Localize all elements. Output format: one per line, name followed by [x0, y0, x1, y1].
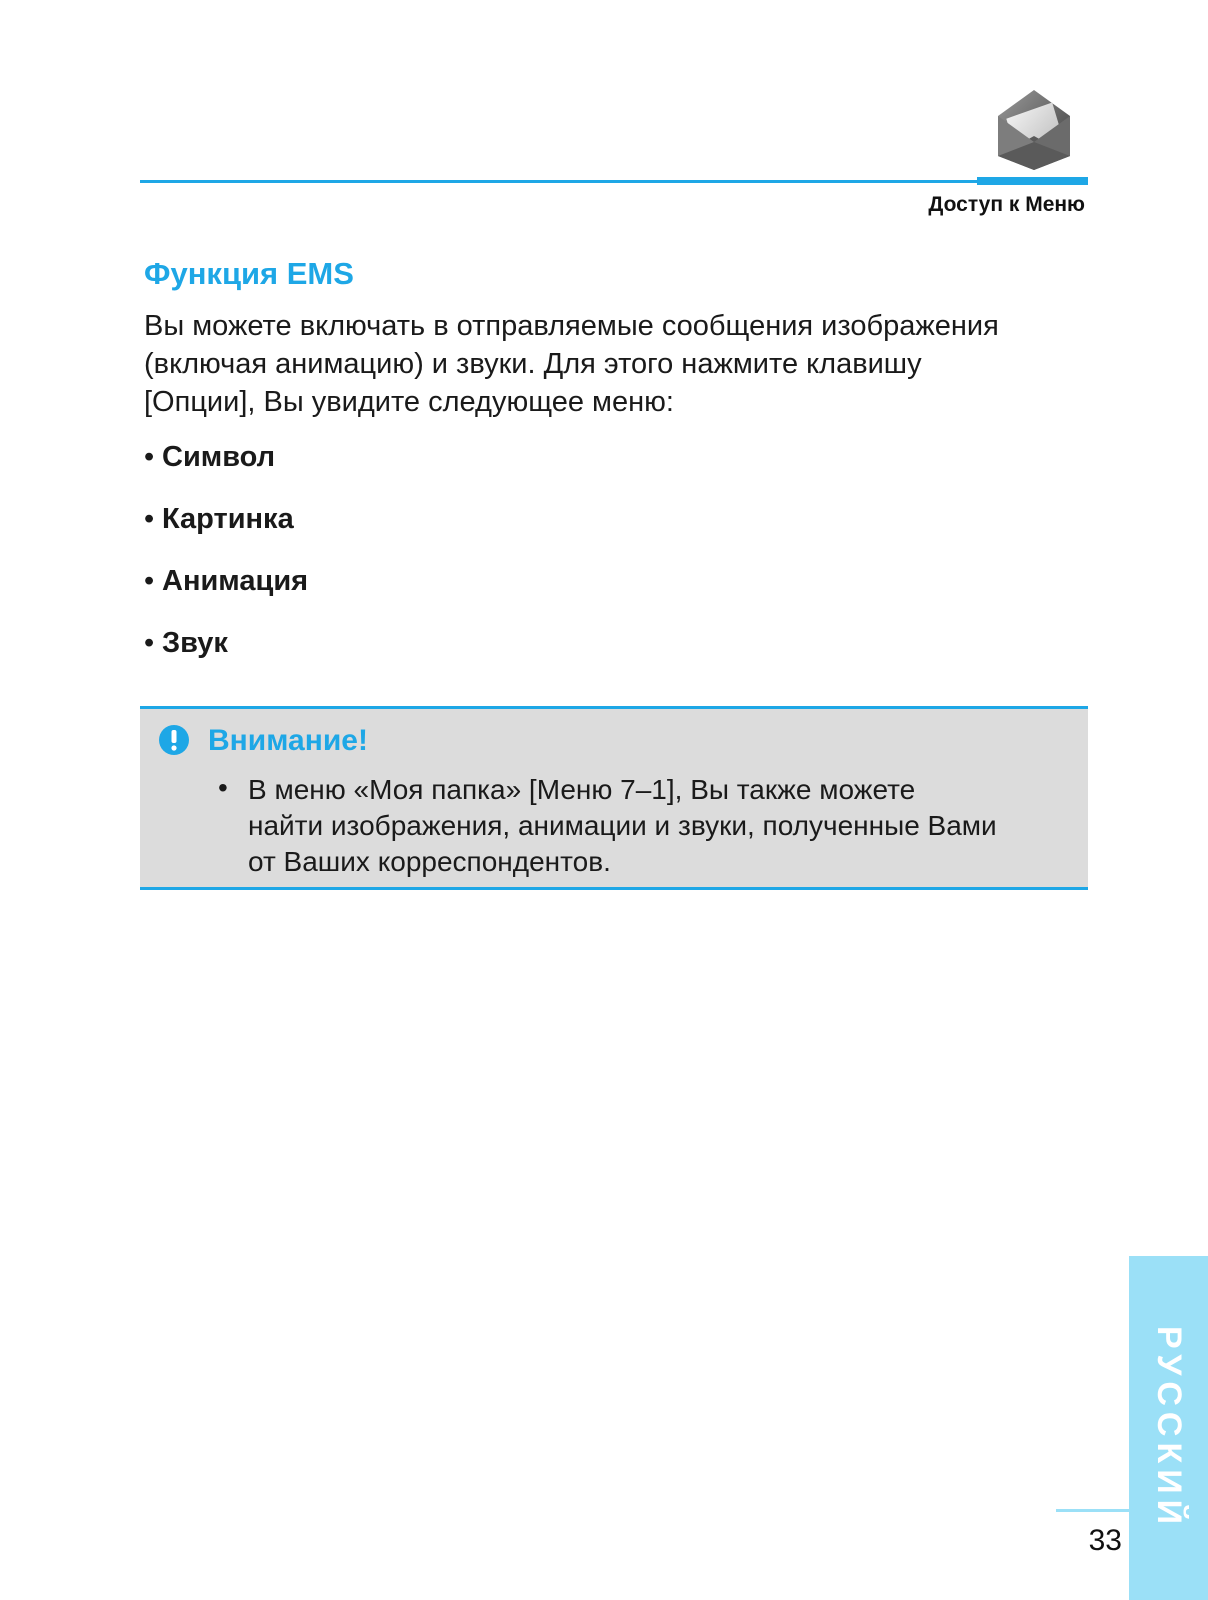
- list-item: [144, 564, 308, 626]
- list-item: [144, 502, 308, 564]
- language-tab-label: РУССКИЙ: [1150, 1325, 1188, 1531]
- note-line: В меню «Моя папка» [Меню 7–1], Вы также можете: [248, 774, 916, 805]
- intro-paragraph: [144, 307, 1094, 421]
- menu-item-label: Анимация: [162, 565, 309, 597]
- menu-item-label: Звук: [162, 627, 228, 659]
- page-number-rule: [1056, 1509, 1129, 1512]
- menu-item-label: Символ: [162, 441, 276, 473]
- note-text: [248, 772, 1078, 880]
- intro-line: (включая анимацию) и звуки. Для этого нажмите клавишу: [144, 348, 922, 380]
- bullet: •: [144, 503, 155, 535]
- envelope-icon: [994, 86, 1074, 174]
- header-rule: [140, 180, 1088, 183]
- warning-icon: [158, 724, 190, 756]
- section-title: Функция EMS: [144, 256, 354, 291]
- list-item: [144, 440, 308, 502]
- list-item: [144, 626, 308, 688]
- bullet: •: [218, 772, 228, 803]
- menu-item-label: Картинка: [162, 503, 294, 535]
- note-line: от Ваших корреспондентов.: [248, 846, 611, 877]
- bullet: •: [144, 565, 155, 597]
- header-rule-accent: [977, 177, 1088, 185]
- intro-line: [Опции], Вы увидите следующее меню:: [144, 386, 674, 418]
- menu-options-list: [144, 440, 308, 688]
- language-tab-label-wrap: [1129, 1256, 1208, 1600]
- bullet: •: [144, 627, 155, 659]
- bullet: •: [144, 441, 155, 473]
- intro-line: Вы можете включать в отправляемые сообщения изображения: [144, 310, 999, 342]
- page-number: 33: [1088, 1524, 1122, 1557]
- note-title: Внимание!: [208, 724, 368, 757]
- section-label: Доступ к Меню: [928, 193, 1085, 216]
- note-line: найти изображения, анимации и звуки, полученные Вами: [248, 810, 997, 841]
